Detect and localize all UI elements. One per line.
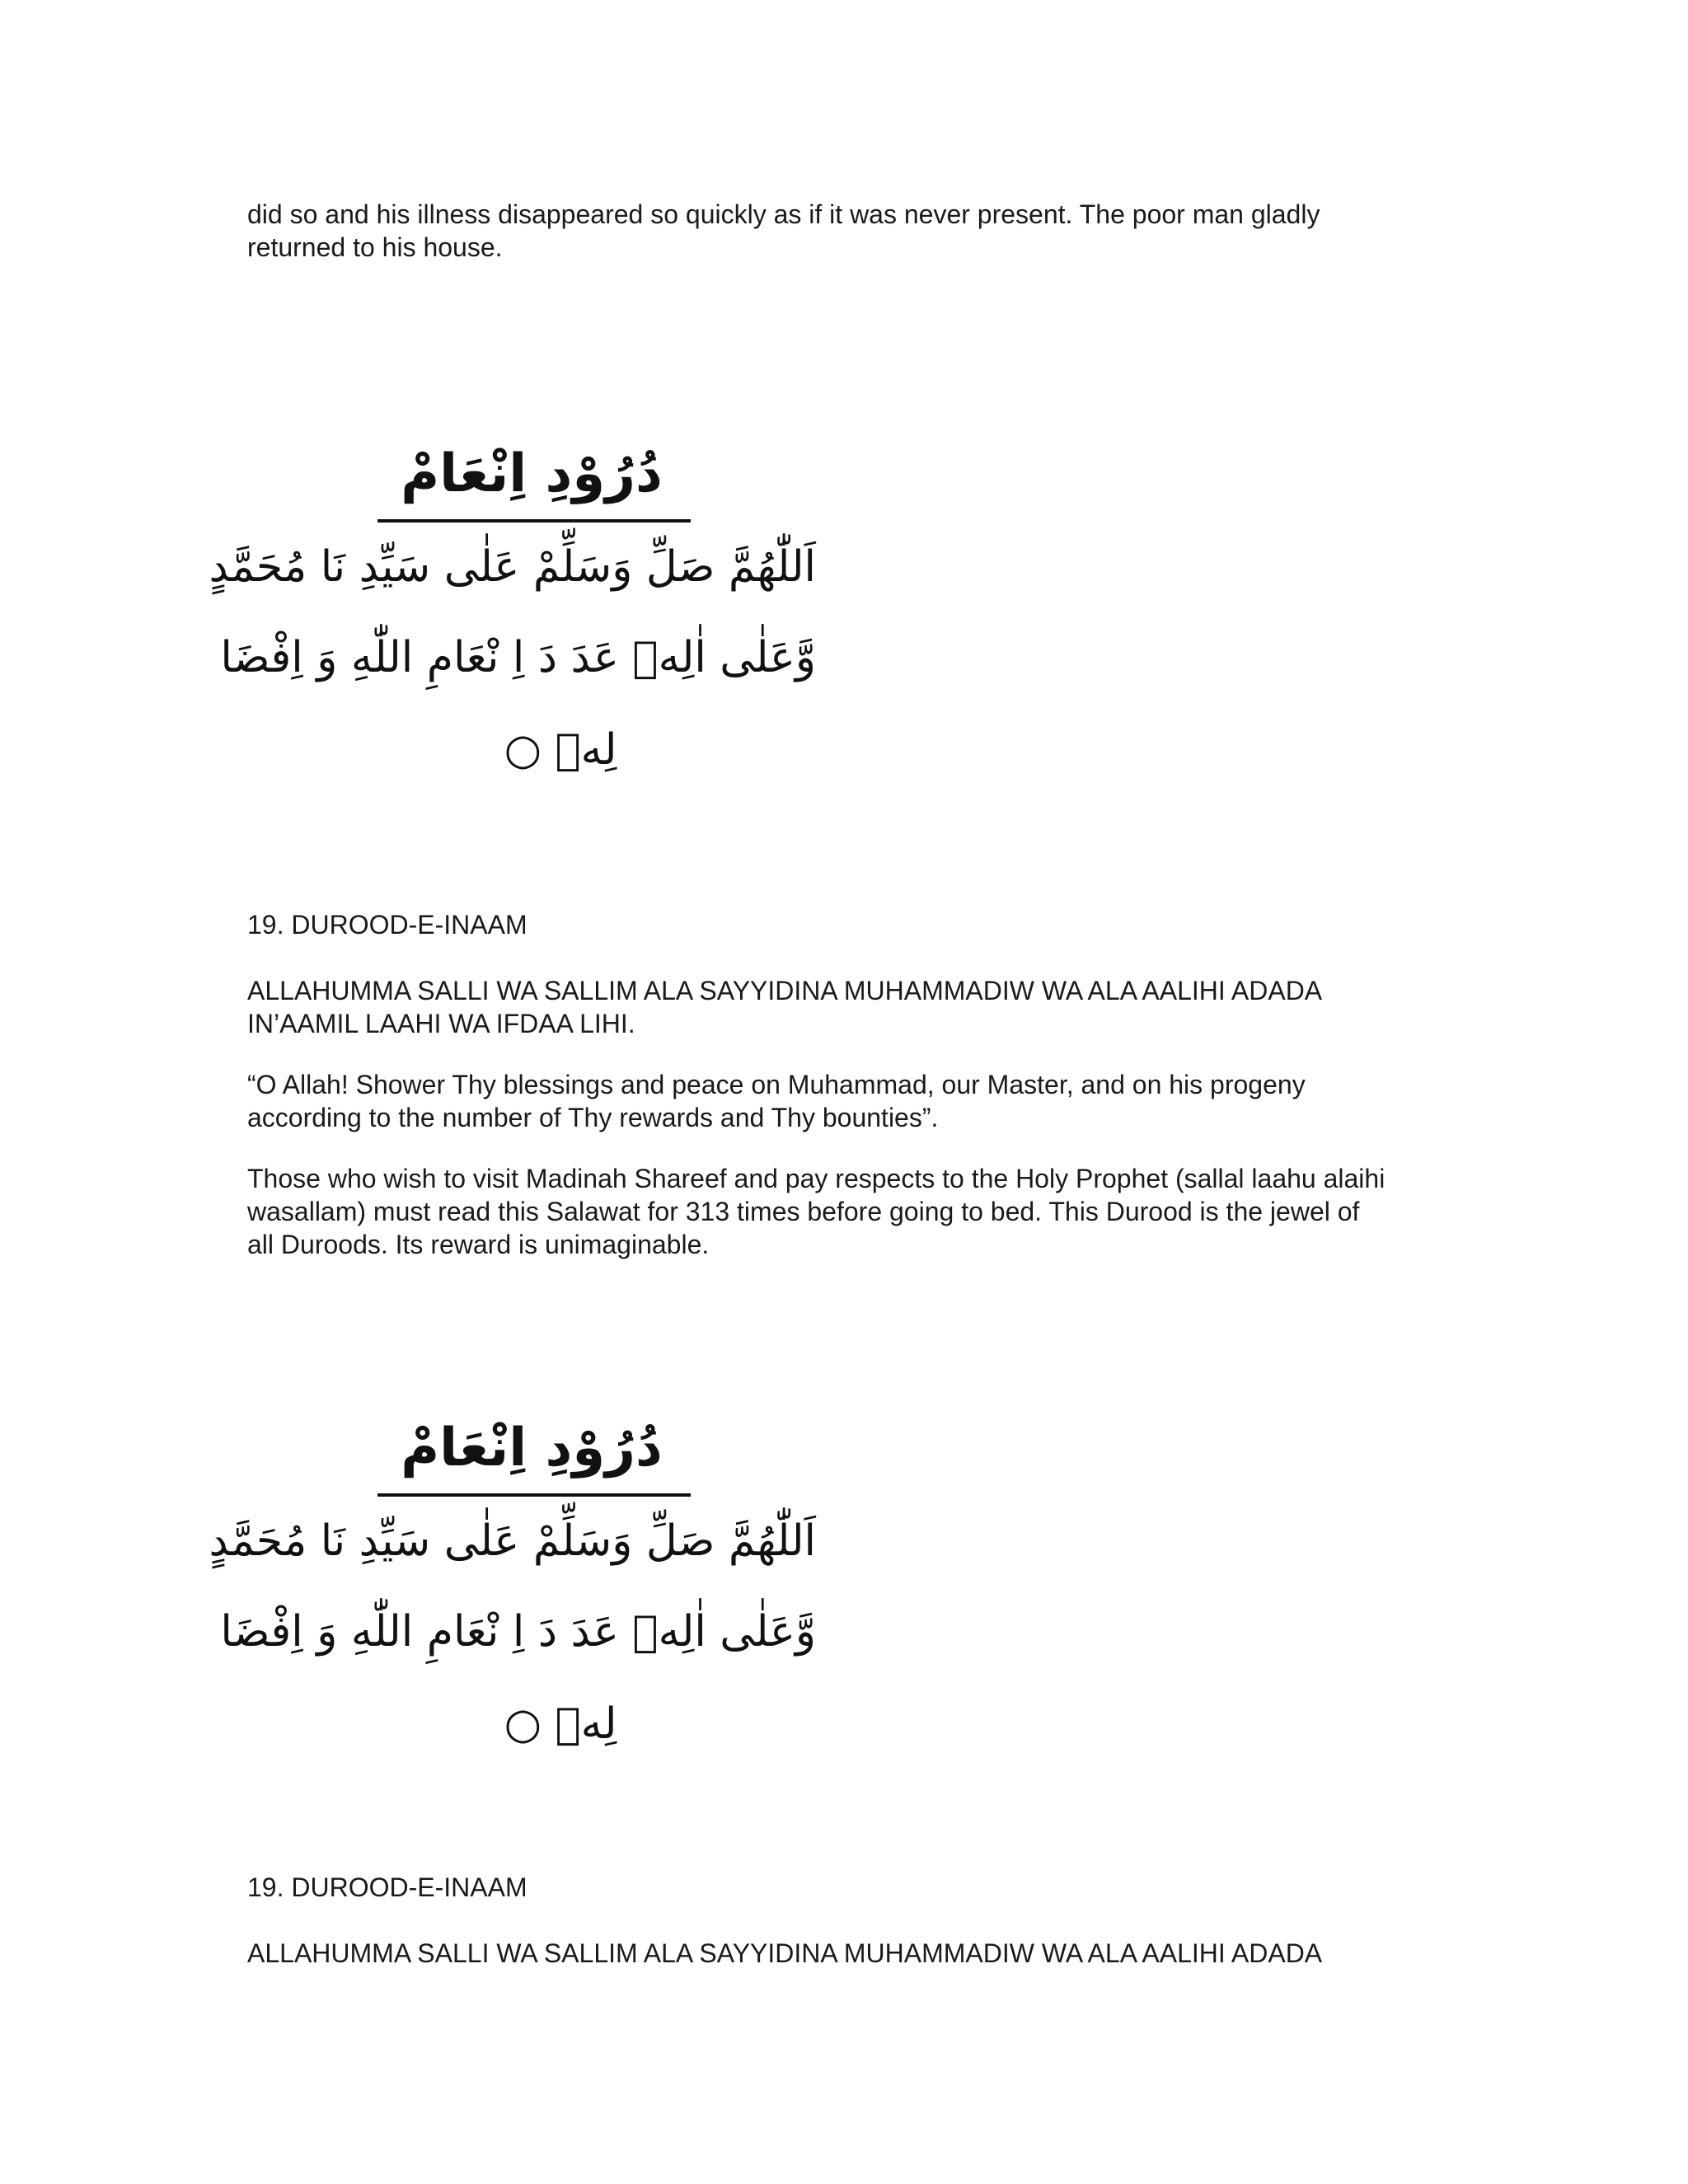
translation-paragraph <box>247 1068 1467 1134</box>
title-underline <box>377 1493 691 1497</box>
arabic-title: دُرُوْدِ اِنْعَامْ <box>401 1418 663 1479</box>
text-line: “O Allah! Shower Thy blessings and peace on Muhammad, our Master, and on his progeny <box>247 1070 1306 1099</box>
arabic-title: دُرُوْدِ اِنْعَامْ <box>401 443 663 504</box>
intro-paragraph <box>247 198 1467 264</box>
title-underline <box>377 519 691 523</box>
arabic-line: وَّعَلٰى اٰلِهٖ عَدَ دَ اِ نْعَامِ اللّٰهِ وَ اِفْضَا <box>220 633 816 682</box>
text-line: ALLAHUMMA SALLI WA SALLIM ALA SAYYIDINA MUHAMMADIW WA ALA AALIHI ADADA <box>247 976 1323 1005</box>
transliteration-paragraph <box>247 974 1467 1040</box>
section-heading: 19. DUROOD-E-INAAM <box>247 1872 528 1902</box>
arabic-durood-image <box>209 1411 832 1765</box>
text-line: Those who wish to visit Madinah Shareef and pay respects to the Holy Prophet (sallal laahu alaihi <box>247 1164 1386 1193</box>
description-paragraph <box>247 1162 1467 1261</box>
arabic-line: اَللّٰهُمَّ صَلِّ وَسَلِّمْ عَلٰى سَيِّدِ نَا مُحَمَّدٍ <box>209 1516 816 1566</box>
text-line: ALLAHUMMA SALLI WA SALLIM ALA SAYYIDINA MUHAMMADIW WA ALA AALIHI ADADA <box>247 1938 1323 1968</box>
transliteration-paragraph <box>247 1937 1467 1970</box>
text-line: did so and his illness disappeared so quickly as if it was never present. The poor man gladly <box>247 199 1320 229</box>
section-heading: 19. DUROOD-E-INAAM <box>247 910 528 940</box>
text-line: wasallam) must read this Salawat for 313 times before going to bed. This Durood is the jewel of <box>247 1197 1360 1226</box>
text-line: returned to his house. <box>247 232 503 262</box>
text-line: according to the number of Thy rewards and Thy bounties”. <box>247 1103 939 1132</box>
text-line: IN’AAMIL LAAHI WA IFDAA LIHI. <box>247 1009 635 1038</box>
arabic-line: لِهٖ ○ <box>504 1699 617 1749</box>
text-line: all Duroods. Its reward is unimaginable. <box>247 1230 710 1259</box>
arabic-line: اَللّٰهُمَّ صَلِّ وَسَلِّمْ عَلٰى سَيِّدِ نَا مُحَمَّدٍ <box>209 542 816 592</box>
arabic-durood-image <box>209 437 832 791</box>
arabic-line: وَّعَلٰى اٰلِهٖ عَدَ دَ اِ نْعَامِ اللّٰهِ وَ اِفْضَا <box>220 1607 816 1657</box>
arabic-line: لِهٖ ○ <box>504 725 617 775</box>
